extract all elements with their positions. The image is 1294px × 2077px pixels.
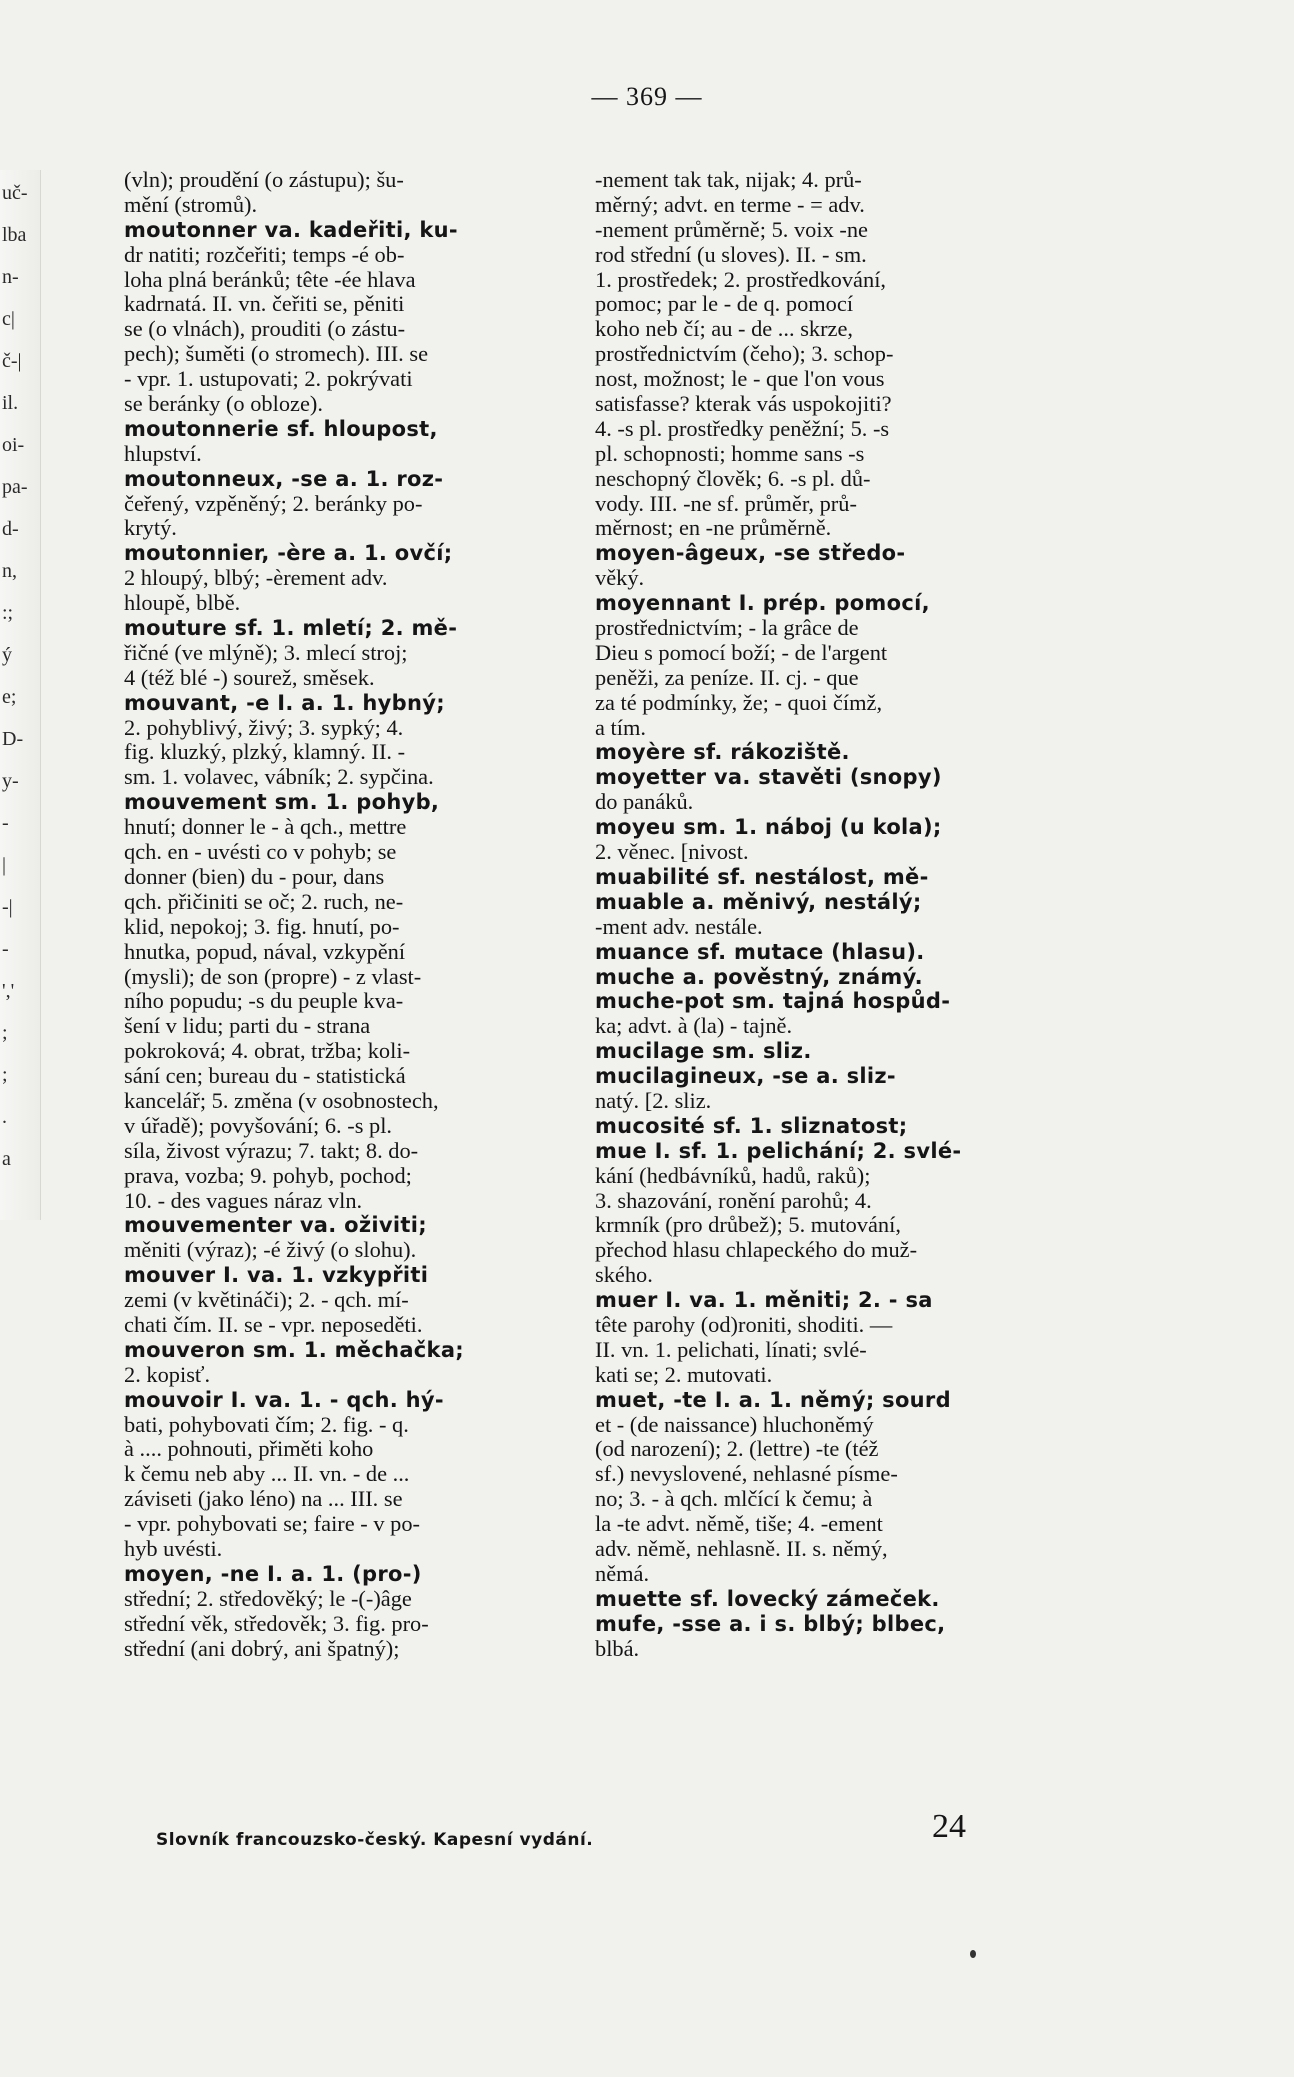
dictionary-text-line: za té podmínky, že; - quoi čímž, <box>595 690 883 715</box>
footer-title: Slovník francouzsko-český. Kapesní vydání. <box>156 1830 594 1850</box>
dictionary-text-line: kání (hedbávníků, hadů, raků); <box>595 1163 871 1188</box>
dictionary-text-line: střední (ani dobrý, ani špatný); <box>124 1636 400 1661</box>
dictionary-headword-line: moyetter va. stavěti (snopy) <box>595 765 942 790</box>
dictionary-text-line: 3. shazování, ronění parohů; 4. <box>595 1188 872 1213</box>
dictionary-headword-line: mouture sf. 1. mletí; 2. mě- <box>124 616 458 641</box>
dictionary-headword-line: mouvoir I. va. 1. - qch. hý- <box>124 1387 444 1412</box>
dictionary-text-line: pl. schopnosti; homme sans -s <box>595 441 865 466</box>
dictionary-text-line: adv. němě, nehlasně. II. s. němý, <box>595 1536 888 1561</box>
dictionary-headword-line: muette sf. lovecký zámeček. <box>595 1586 940 1611</box>
dictionary-text-line: -nement tak tak, nijak; 4. prů- <box>595 168 862 192</box>
margin-fragment: pa- <box>2 476 28 498</box>
dictionary-text-line: pokroková; 4. obrat, tržba; koli- <box>124 1039 411 1064</box>
right-column <box>595 168 1065 1661</box>
dictionary-headword-line: mucilage sm. sliz. <box>595 1039 812 1064</box>
dictionary-text-line: rod střední (u sloves). II. - sm. <box>595 242 867 267</box>
margin-fragment: il. <box>2 392 19 414</box>
dictionary-text-line: řičné (ve mlýně); 3. mlecí stroj; <box>124 640 408 665</box>
dictionary-text-line: nost, možnost; le - que l'on vous <box>595 367 885 392</box>
dictionary-headword-line: mouver I. va. 1. vzkypřiti <box>124 1263 429 1288</box>
dictionary-headword-line: mouvementer va. oživiti; <box>124 1213 427 1238</box>
margin-fragment: ; <box>2 1064 8 1086</box>
dictionary-headword-line: muable a. měnivý, nestálý; <box>595 889 922 914</box>
dictionary-headword-line: moyeu sm. 1. náboj (u kola); <box>595 815 942 840</box>
dictionary-text-line: hnutí; donner le - à qch., mettre <box>124 815 407 840</box>
dictionary-text-line: dr natiti; rozčeřiti; temps -é ob- <box>124 242 405 267</box>
dictionary-text-line: hnutka, popud, nával, vzkypění <box>124 939 406 964</box>
dictionary-text-line: síla, živost výrazu; 7. takt; 8. do- <box>124 1138 419 1163</box>
dictionary-text-line: čeřený, vzpěněný; 2. beránky po- <box>124 491 423 516</box>
dictionary-text-line: II. vn. 1. pelichati, línati; svlé- <box>595 1337 867 1362</box>
dictionary-text-line: ka; advt. à (la) - tajně. <box>595 1014 793 1039</box>
dictionary-text-line: a tím. <box>595 715 646 740</box>
dictionary-text-line: 4 (též blé -) sourež, směsek. <box>124 665 375 690</box>
dictionary-text-line: hyb uvésti. <box>124 1536 223 1561</box>
dictionary-text-line: se (o vlnách), prouditi (o zástu- <box>124 317 406 342</box>
dictionary-text-line: - vpr. pohybovati se; faire - v po- <box>124 1512 420 1537</box>
dictionary-headword-line: moutonneux, -se a. 1. roz- <box>124 466 444 491</box>
dictionary-text-line: hlupství. <box>124 441 202 466</box>
dictionary-text-line: měniti (výraz); -é živý (o slohu). <box>124 1238 417 1263</box>
dictionary-headword-line: mufe, -sse a. i s. blbý; blbec, <box>595 1611 946 1636</box>
margin-fragment: lba <box>2 224 27 246</box>
dictionary-text-line: sm. 1. volavec, vábník; 2. sypčina. <box>124 765 434 790</box>
dictionary-text-line: chati čím. II. se - vpr. neposeděti. <box>124 1312 423 1337</box>
left-column <box>124 168 559 1661</box>
dictionary-text-line: natý. [2. sliz. <box>595 1088 712 1113</box>
margin-fragment: e; <box>2 686 17 708</box>
dictionary-text-line: - vpr. 1. ustupovati; 2. pokrývati <box>124 367 413 392</box>
dictionary-text-line: 2. kopisť. <box>124 1362 211 1387</box>
margin-fragment: -| <box>2 896 13 918</box>
dictionary-text-line: ského. <box>595 1263 653 1288</box>
dictionary-text-line: střední věk, středověk; 3. fig. pro- <box>124 1611 429 1636</box>
margin-fragment: ; <box>2 1022 8 1044</box>
dictionary-text-line: kati se; 2. mutovati. <box>595 1362 773 1387</box>
dictionary-text-line: neschopný člověk; 6. -s pl. dů- <box>595 466 871 491</box>
dictionary-text-line: -nement průměrně; 5. voix -ne <box>595 217 868 242</box>
margin-fragment: č-| <box>2 350 22 372</box>
dictionary-text-line: vody. III. -ne sf. průměr, prů- <box>595 491 857 516</box>
margin-fragment: . <box>2 1106 7 1128</box>
dictionary-text-line: sf.) nevyslovené, nehlasné písme- <box>595 1462 898 1487</box>
dictionary-text-line: pech); šuměti (o stromech). III. se <box>124 342 429 367</box>
dictionary-headword-line: moyennant I. prép. pomocí, <box>595 591 930 616</box>
margin-fragment: c| <box>2 308 15 330</box>
dictionary-text-line: v úřadě); povyšování; 6. -s pl. <box>124 1113 393 1138</box>
margin-fragment: d- <box>2 518 19 540</box>
dictionary-text-line: prostřednictvím; - la grâce de <box>595 616 859 641</box>
dictionary-text-line: qch. přičiniti se oč; 2. ruch, ne- <box>124 889 404 914</box>
signature-number: 24 <box>932 1808 966 1845</box>
dictionary-text-line: krmník (pro drůbež); 5. mutování, <box>595 1213 901 1238</box>
dictionary-text-line: krytý. <box>124 516 177 541</box>
dictionary-text-line: šení v lidu; parti du - strana <box>124 1014 371 1039</box>
margin-fragment: ',' <box>2 980 15 1002</box>
dictionary-text-line: koho neb čí; au - de ... skrze, <box>595 317 854 342</box>
page-number: — 369 — <box>591 82 703 111</box>
dictionary-text-line: Dieu s pomocí boží; - de l'argent <box>595 640 888 665</box>
dictionary-text-line: blbá. <box>595 1636 640 1661</box>
dictionary-text-line: (od narození); 2. (lettre) -te (též <box>595 1437 879 1462</box>
dictionary-text-line: (vln); proudění (o zástupu); šu- <box>124 168 404 192</box>
margin-fragment: D- <box>2 728 24 750</box>
dictionary-text-line: kadrnatá. II. vn. čeřiti se, pěniti <box>124 292 405 317</box>
dictionary-text-line: pomoc; par le - de q. pomocí <box>595 292 854 317</box>
dictionary-text-line: klid, nepokoj; 3. fig. hnutí, po- <box>124 914 400 939</box>
dictionary-headword-line: moyère sf. rákoziště. <box>595 740 850 765</box>
dictionary-text-line: věký. <box>595 566 645 591</box>
dictionary-headword-line: moutonnier, -ère a. 1. ovčí; <box>124 541 453 566</box>
dictionary-text-line: přechod hlasu chlapeckého do muž- <box>595 1238 918 1263</box>
dictionary-text-line: měrný; advt. en terme - = adv. <box>595 192 865 217</box>
margin-fragment: n, <box>2 560 17 582</box>
margin-fragment: y- <box>2 770 19 792</box>
dictionary-text-line: et - (de naissance) hluchoněmý <box>595 1412 874 1437</box>
dictionary-headword-line: mouvement sm. 1. pohyb, <box>124 790 440 815</box>
dictionary-headword-line: mucilagineux, -se a. sliz- <box>595 1064 896 1089</box>
dictionary-text-line: němá. <box>595 1561 650 1586</box>
dictionary-text-line: (mysli); de son (propre) - z vlast- <box>124 964 422 989</box>
dictionary-headword-line: muabilité sf. nestálost, mě- <box>595 864 929 889</box>
left-margin-strip <box>0 170 41 1220</box>
dictionary-text-line: se beránky (o obloze). <box>124 392 323 417</box>
dictionary-text-line: loha plná beránků; tête -ée hlava <box>124 267 416 292</box>
margin-fragment: n- <box>2 266 19 288</box>
dictionary-text-line: zemi (v květináči); 2. - qch. mí- <box>124 1288 409 1313</box>
dictionary-text-line: fig. kluzký, plzký, klamný. II. - <box>124 740 406 765</box>
dictionary-headword-line: moutonner va. kadeřiti, ku- <box>124 217 458 242</box>
margin-fragment: a <box>2 1148 11 1170</box>
dictionary-text-line: záviseti (jako léno) na ... III. se <box>124 1487 403 1512</box>
dictionary-headword-line: moutonnerie sf. hloupost, <box>124 416 438 441</box>
margin-fragment: - <box>2 938 9 960</box>
dictionary-text-line: 2. věnec. [nivost. <box>595 840 749 865</box>
dictionary-text-line: hloupě, blbě. <box>124 591 241 616</box>
dictionary-text-line: do panáků. <box>595 790 694 815</box>
dictionary-headword-line: muer I. va. 1. měniti; 2. - sa <box>595 1288 933 1313</box>
dictionary-text-line: 2 hloupý, blbý; -èrement adv. <box>124 566 388 591</box>
dictionary-text-line: satisfasse? kterak vás uspokojiti? <box>595 392 892 417</box>
margin-fragment: oi- <box>2 434 25 456</box>
dictionary-text-line: -ment adv. nestále. <box>595 914 763 939</box>
dictionary-text-line: prava, vozba; 9. pohyb, pochod; <box>124 1163 412 1188</box>
dictionary-text-line: tête parohy (od)roniti, shoditi. — <box>595 1312 893 1337</box>
dictionary-text-line: mění (stromů). <box>124 192 258 217</box>
dictionary-text-line: sání cen; bureau du - statistická <box>124 1064 406 1089</box>
dictionary-headword-line: moyen-âgeux, -se středo- <box>595 541 906 566</box>
dictionary-text-line: à .... pohnouti, přiměti koho <box>124 1437 374 1462</box>
dictionary-headword-line: muet, -te I. a. 1. němý; sourd <box>595 1387 951 1412</box>
dictionary-headword-line: muance sf. mutace (hlasu). <box>595 939 925 964</box>
dictionary-text-line: bati, pohybovati čím; 2. fig. - q. <box>124 1412 409 1437</box>
dictionary-headword-line: mucosité sf. 1. sliznatost; <box>595 1113 908 1138</box>
dictionary-text-line: qch. en - uvésti co v pohyb; se <box>124 840 397 865</box>
dictionary-headword-line: muche a. pověstný, známý. <box>595 964 923 989</box>
dictionary-text-line: ního popudu; -s du peuple kva- <box>124 989 404 1014</box>
ink-dot <box>970 1950 976 1958</box>
margin-fragment: - <box>2 812 9 834</box>
dictionary-text-line: střední; 2. středověký; le -(-)âge <box>124 1586 412 1611</box>
dictionary-text-line: 2. pohyblivý, živý; 3. sypký; 4. <box>124 715 404 740</box>
margin-fragment: uč- <box>2 182 28 204</box>
dictionary-text-line: 10. - des vagues náraz vln. <box>124 1188 363 1213</box>
dictionary-text-line: prostřednictvím (čeho); 3. schop- <box>595 342 894 367</box>
dictionary-headword-line: mouvant, -e I. a. 1. hybný; <box>124 690 445 715</box>
dictionary-text-line: peněži, za peníze. II. cj. - que <box>595 665 859 690</box>
dictionary-headword-line: mouveron sm. 1. měchačka; <box>124 1337 464 1362</box>
dictionary-headword-line: muche-pot sm. tajná hospůd- <box>595 989 951 1014</box>
dictionary-text-line: 1. prostředek; 2. prostředkování, <box>595 267 887 292</box>
dictionary-text-line: k čemu neb aby ... II. vn. - de ... <box>124 1462 410 1487</box>
margin-fragment: ý <box>2 644 12 666</box>
dictionary-headword-line: mue I. sf. 1. pelichání; 2. svlé- <box>595 1138 962 1163</box>
dictionary-text-line: no; 3. - à qch. mlčící k čemu; à <box>595 1487 873 1512</box>
dictionary-text-line: 4. -s pl. prostředky peněžní; 5. -s <box>595 416 890 441</box>
margin-fragment: | <box>2 854 7 876</box>
dictionary-text-line: la -te advt. němě, tiše; 4. -ement <box>595 1512 883 1537</box>
margin-fragment: :; <box>2 602 14 624</box>
dictionary-text-line: donner (bien) du - pour, dans <box>124 864 385 889</box>
dictionary-text-line: měrnost; en -ne průměrně. <box>595 516 832 541</box>
dictionary-headword-line: moyen, -ne I. a. 1. (pro-) <box>124 1561 422 1586</box>
dictionary-text-line: kancelář; 5. změna (v osobnostech, <box>124 1088 439 1113</box>
